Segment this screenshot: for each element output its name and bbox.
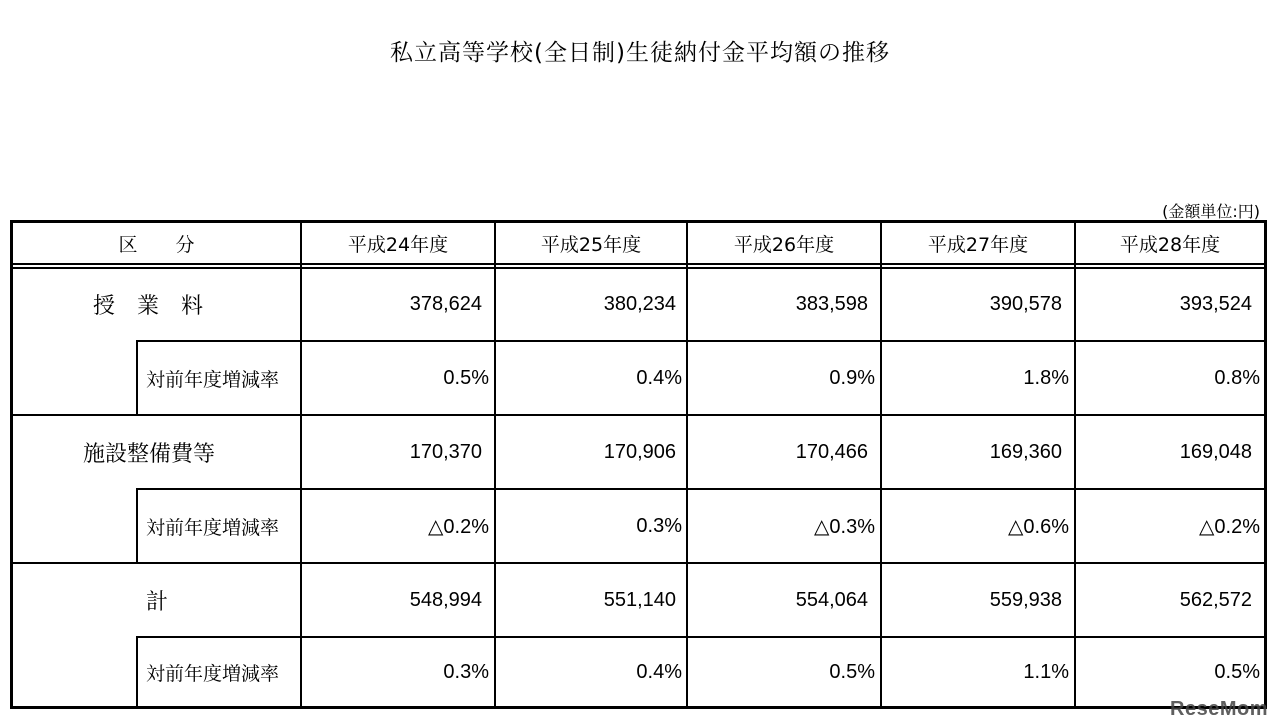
table-cell: 169,048 (1179, 440, 1252, 463)
table-cell: △0.3% (814, 515, 875, 538)
table-cell: 170,370 (409, 440, 482, 463)
row-label-rate: 対前年度増減率 (146, 516, 280, 539)
sub-divider (136, 636, 138, 706)
table-cell: 393,524 (1179, 293, 1252, 315)
table-cell: 0.3% (636, 514, 682, 537)
row-label-rate: 対前年度増減率 (146, 368, 280, 391)
header-year: 平成27年度 (927, 233, 1029, 256)
table-cell: 390,578 (989, 293, 1062, 315)
table-cell: 0.5% (1214, 660, 1260, 683)
header-year: 平成28年度 (1119, 233, 1221, 256)
table-cell: 1.8% (1023, 366, 1069, 389)
table-cell: 383,598 (795, 293, 868, 315)
header-category: 区 分 (118, 233, 195, 256)
table-cell: 0.3% (443, 660, 489, 683)
table-cell: △0.2% (1199, 515, 1260, 538)
table-cell: 0.4% (636, 366, 682, 389)
table-cell: 0.9% (829, 366, 875, 389)
table-cell: 0.4% (636, 660, 682, 683)
header-year: 平成25年度 (540, 233, 642, 256)
table-cell: 170,906 (603, 440, 676, 463)
data-table (10, 220, 1267, 709)
table-cell: △0.6% (1008, 515, 1069, 538)
table-cell: 551,140 (603, 588, 676, 611)
sub-divider (136, 340, 138, 416)
table-cell: △0.2% (428, 515, 489, 538)
unit-note: (金額単位:円) (1162, 202, 1260, 221)
table-cell: 559,938 (989, 588, 1062, 611)
header-year: 平成24年度 (347, 233, 449, 256)
table-cell: 0.8% (1214, 366, 1260, 389)
row-label-total: 計 (146, 589, 169, 615)
table-cell: 548,994 (409, 588, 482, 611)
table-cell: 170,466 (795, 440, 868, 463)
page-title: 私立高等学校(全日制)生徒納付金平均額の推移 (390, 40, 890, 66)
table-cell: 0.5% (829, 660, 875, 683)
table-cell: 554,064 (795, 588, 868, 611)
header-year: 平成26年度 (733, 233, 835, 256)
header-divider (13, 263, 1264, 265)
table-cell: 380,234 (603, 293, 676, 315)
row-label-rate: 対前年度増減率 (146, 662, 280, 685)
table-cell: 0.5% (443, 366, 489, 389)
table-cell: 169,360 (989, 440, 1062, 463)
row-label-facility: 施設整備費等 (83, 441, 216, 467)
sub-divider (136, 488, 138, 564)
watermark-logo: ReseMom (1170, 698, 1268, 720)
table-cell: 562,572 (1179, 588, 1252, 611)
table-cell: 378,624 (409, 293, 482, 315)
row-label-tuition: 授 業 料 (93, 294, 204, 319)
table-cell: 1.1% (1023, 660, 1069, 683)
